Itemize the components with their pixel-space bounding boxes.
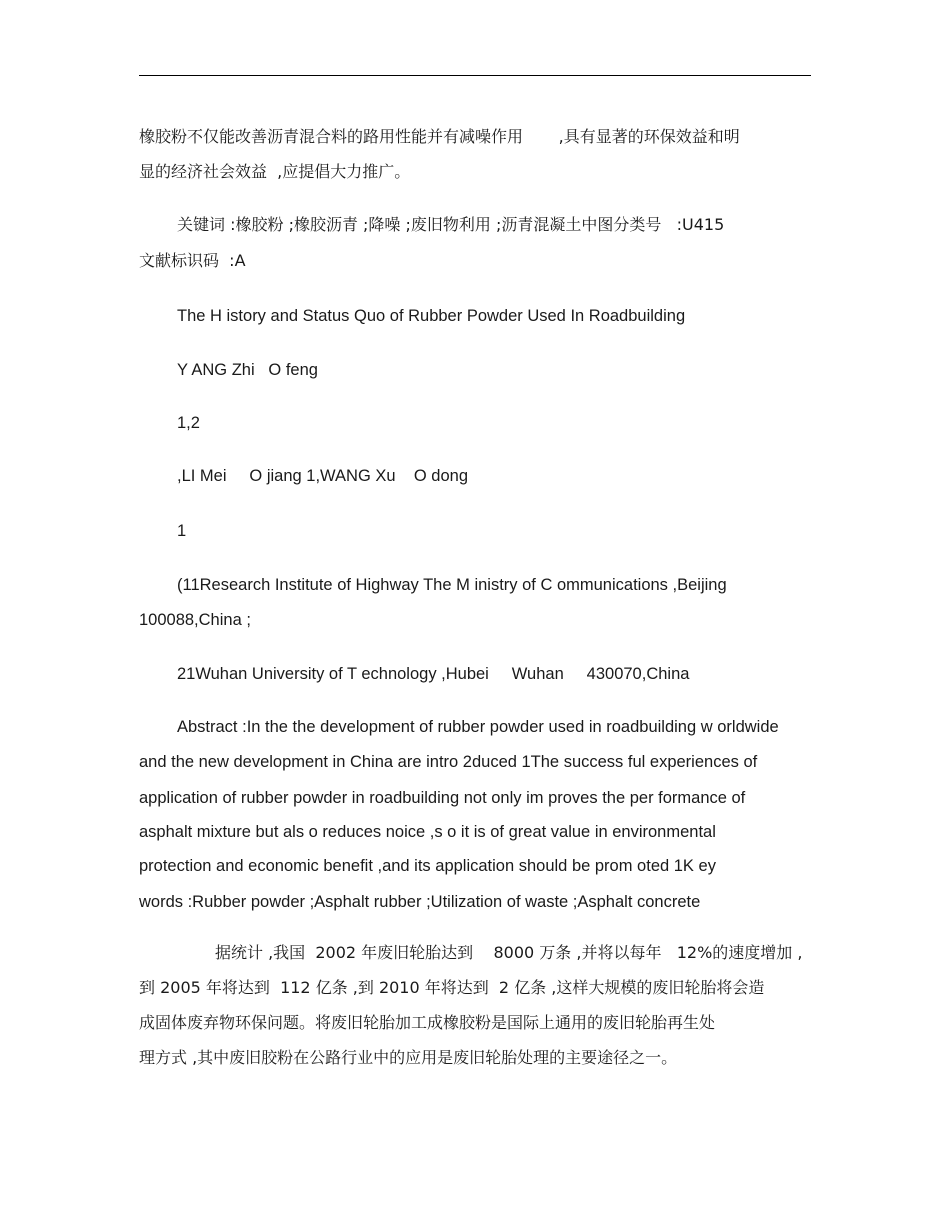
author-line-2: ,LI Mei O jiang 1,WANG Xu O dong — [177, 467, 469, 485]
body-paragraph-line-4: 理方式 ,其中废旧胶粉在公路行业中的应用是废旧轮胎处理的主要途径之一。 — [139, 1048, 678, 1067]
affiliation-1-line-1: (11Research Institute of Highway The M inistry of C ommunications ,Beijing — [177, 576, 727, 594]
header-rule — [139, 75, 811, 76]
en-abstract-line-1: Abstract :In the the development of rubber powder used in roadbuilding w orldwide — [177, 718, 779, 736]
en-title: The H istory and Status Quo of Rubber Powder Used In Roadbuilding — [177, 307, 686, 325]
body-paragraph-line-1: 据统计 ,我国 2002 年废旧轮胎达到 8000 万条 ,并将以每年 12%的速度增加 , — [215, 943, 803, 962]
author-affiliation-mark-1: 1,2 — [177, 414, 200, 432]
cn-abstract-line-1: 橡胶粉不仅能改善沥青混合料的路用性能并有减噪作用 ,具有显著的环保效益和明 — [139, 127, 740, 146]
en-keywords-line: words :Rubber powder ;Asphalt rubber ;Utilization of waste ;Asphalt concrete — [139, 893, 701, 911]
en-abstract-line-2: and the new development in China are intro 2duced 1The success ful experiences of — [139, 753, 758, 771]
cn-keywords-line: 关键词 :橡胶粉 ;橡胶沥青 ;降噪 ;废旧物利用 ;沥青混凝土中图分类号 :U415 — [177, 215, 725, 234]
cn-abstract-line-2: 显的经济社会效益 ,应提倡大力推广。 — [139, 162, 411, 181]
author-line-1: Y ANG Zhi O feng — [177, 361, 318, 379]
affiliation-2: 21Wuhan University of T echnology ,Hubei Wuhan 430070,China — [177, 665, 690, 683]
body-paragraph-line-2: 到 2005 年将达到 112 亿条 ,到 2010 年将达到 2 亿条 ,这样大规模的废旧轮胎将会造 — [139, 978, 765, 997]
affiliation-1-line-2: 100088,China ; — [139, 611, 251, 629]
en-abstract-line-5: protection and economic benefit ,and its application should be prom oted 1K ey — [139, 857, 716, 875]
en-abstract-line-3: application of rubber powder in roadbuilding not only im proves the per formance of — [139, 789, 746, 807]
en-abstract-line-4: asphalt mixture but als o reduces noice ,s o it is of great value in environmental — [139, 823, 716, 841]
body-paragraph-line-3: 成固体废弃物环保问题。将废旧轮胎加工成橡胶粉是国际上通用的废旧轮胎再生处 — [139, 1013, 716, 1032]
cn-document-code-line: 文献标识码 :A — [139, 251, 246, 270]
author-affiliation-mark-2: 1 — [177, 522, 187, 540]
